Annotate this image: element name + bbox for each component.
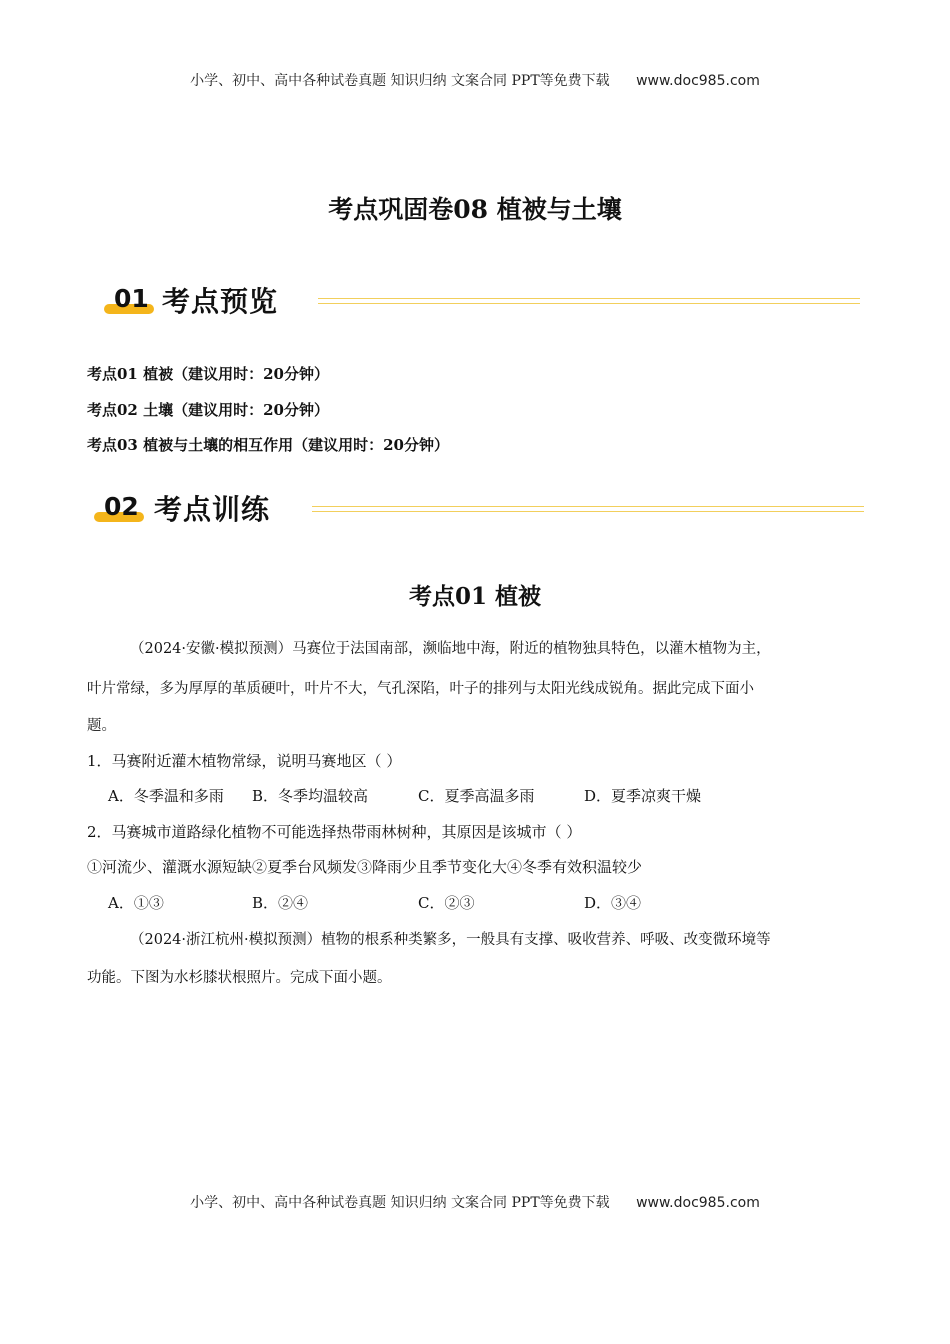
section-divider-lines	[318, 298, 860, 308]
option-a: A．冬季温和多雨	[108, 787, 224, 805]
section-label: 考点预览	[162, 285, 279, 318]
preview-item: 考点02 土壤（建议用时：20分钟）	[87, 401, 329, 419]
question-stem: 2．马赛城市道路绿化植物不可能选择热带雨林树种，其原因是该城市（ ）	[87, 823, 582, 841]
section-label: 考点训练	[154, 493, 271, 526]
question-stem: 1．马赛附近灌木植物常绿，说明马赛地区（ ）	[87, 752, 402, 770]
document-title: 考点巩固卷08 植被与土壤	[328, 195, 622, 224]
question-statements: ①河流少、灌溉水源短缺②夏季台风频发③降雨少且季节变化大④冬季有效积温较少	[87, 858, 643, 876]
option-b: B．冬季均温较高	[252, 787, 369, 805]
passage-line: （2024·浙江杭州·模拟预测）植物的根系种类繁多，一般具有支撑、吸收营养、呼吸、改变微环境等	[130, 932, 771, 948]
option-c: C．夏季高温多雨	[418, 787, 535, 805]
section-header-preview	[98, 284, 860, 324]
section-number: 02	[104, 492, 139, 521]
section-divider-lines	[312, 506, 864, 516]
preview-item: 考点01 植被（建议用时：20分钟）	[87, 365, 329, 383]
passage-line: （2024·安徽·模拟预测）马赛位于法国南部，濒临地中海，附近的植物独具特色，以灌木植物为主，	[130, 641, 771, 657]
option-d: D．③④	[584, 894, 642, 912]
page-footer	[0, 1192, 950, 1212]
section-header-training	[98, 492, 860, 532]
preview-item: 考点03 植被与土壤的相互作用（建议用时：20分钟）	[87, 436, 449, 454]
header-site-link[interactable]: www.doc985.com	[636, 73, 760, 89]
passage-line: 功能。下图为水杉膝状根照片。完成下面小题。	[87, 970, 392, 986]
option-b: B．②④	[252, 894, 309, 912]
footer-text: 小学、初中、高中各种试卷真题 知识归纳 文案合同 PPT等免费下载	[190, 1195, 610, 1211]
passage-line: 叶片常绿，多为厚厚的革质硬叶，叶片不大，气孔深陷，叶子的排列与太阳光线成锐角。据此完成下面小	[87, 681, 754, 697]
option-c: C．②③	[418, 894, 475, 912]
page-header	[0, 70, 950, 90]
footer-site-link[interactable]: www.doc985.com	[636, 1195, 760, 1211]
header-text: 小学、初中、高中各种试卷真题 知识归纳 文案合同 PPT等免费下载	[190, 73, 610, 89]
passage-line: 题。	[87, 718, 116, 734]
subsection-title: 考点01 植被	[408, 583, 541, 610]
option-a: A．①③	[108, 894, 164, 912]
option-d: D．夏季凉爽干燥	[584, 787, 702, 805]
section-number: 01	[114, 284, 149, 313]
